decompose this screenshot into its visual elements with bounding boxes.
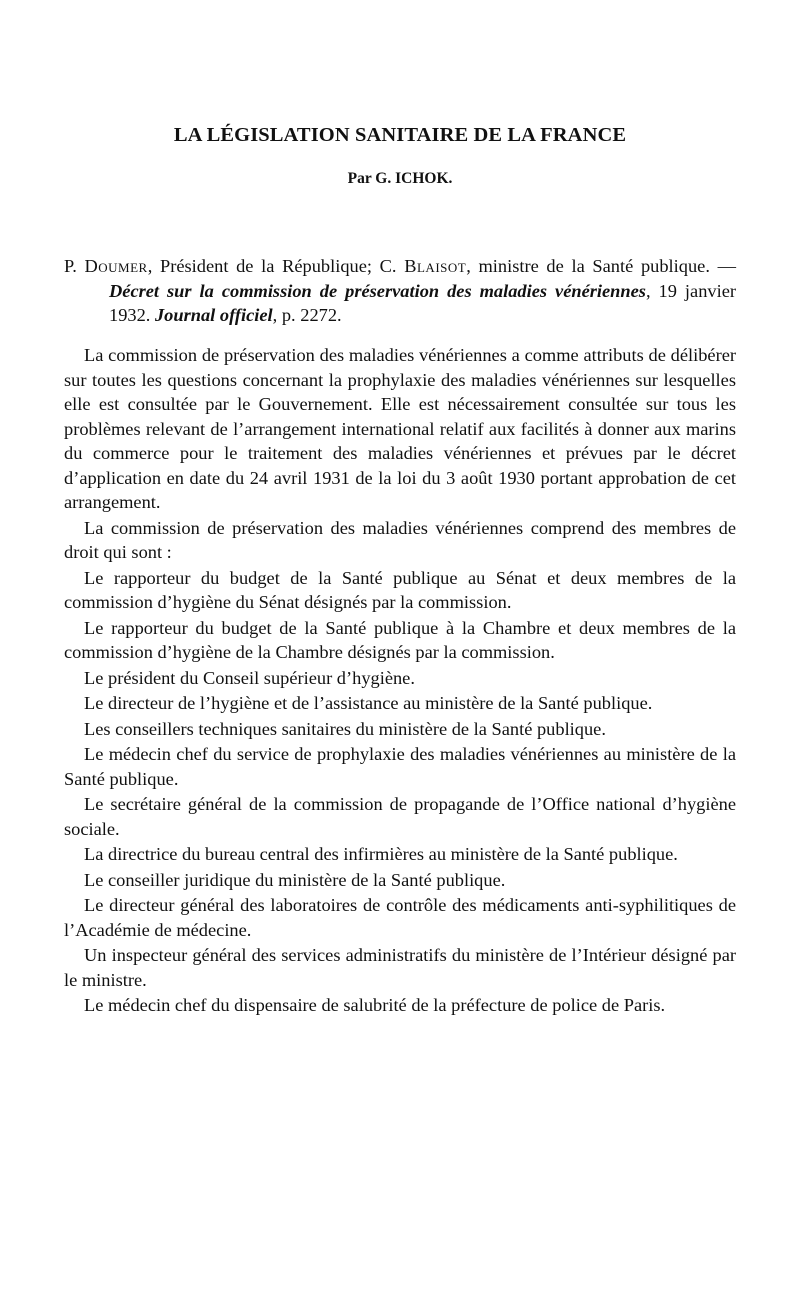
member-item: Un inspecteur général des services administratifs du ministère de l’Intérieur désigné par le ministre. [64, 945, 736, 990]
citation-author2-role: , ministre de la Santé publique. — [466, 256, 736, 276]
citation-decree-title: Décret sur la commission de préservation des maladies vénériennes [109, 280, 646, 301]
document-title: LA LÉGISLATION SANITAIRE DE LA FRANCE [173, 124, 627, 146]
member-item: Le directeur général des laboratoires de contrôle des médicaments anti-syphilitiques de l’Académie de médecine. [64, 895, 736, 940]
member-item: La directrice du bureau central des infirmières au ministère de la Santé publique. [84, 844, 678, 864]
citation-journal: Journal officiel [154, 305, 273, 325]
citation-author1-name: Doumer [84, 256, 148, 276]
body-paragraph: La commission de préservation des maladies vénériennes comprend des membres de droit qui sont : [64, 517, 736, 562]
citation-date: , 19 janvier 1932. [109, 280, 736, 325]
member-item: Les conseillers techniques sanitaires du ministère de la Santé publique. [84, 718, 606, 739]
member-item: Le secrétaire général de la commission de propagande de l’Office national d’hygiène sociale. [64, 794, 736, 839]
citation-author1-initial: P. [64, 256, 85, 276]
decree-citation [64, 254, 736, 328]
body-paragraph: La commission de préservation des maladies vénériennes a comme attributs de délibérer sur toutes les questions concernant la prophylaxie des maladies vénériennes sur lesquelles elle est consultée par le Gouvernement. Elle est nécessairement consultée sur tous les problèmes relevant de l’arrangement international relatif aux facilités à donner aux marins du commerce pour le traitement des maladies vénériennes et prévues par le décret d’application en date du 24 avril 1931 de la loi du 3 août 1930 portant approbation de cet arrangement. [64, 345, 736, 512]
author-byline: Par G. ICHOK. [347, 170, 453, 187]
member-item: Le médecin chef du dispensaire de salubrité de la préfecture de police de Paris. [84, 995, 666, 1015]
member-item: Le conseiller juridique du ministère de la Santé publique. [84, 869, 506, 890]
citation-author1-role: , Président de la République; C. [147, 256, 405, 276]
member-item: Le directeur de l’hygiène et de l’assistance au ministère de la Santé publique. [84, 693, 653, 713]
member-item: Le président du Conseil supérieur d’hygiène. [84, 667, 415, 688]
citation-page: , p. 2272. [272, 305, 342, 325]
member-item: Le médecin chef du service de prophylaxie des maladies vénériennes au ministère de la Santé publique. [64, 744, 736, 789]
citation-author2-name: Blaisot [404, 256, 467, 276]
document-body [64, 343, 736, 1019]
member-item: Le rapporteur du budget de la Santé publique au Sénat et deux membres de la commission d’hygiène du Sénat désignés par la commission. [64, 567, 736, 612]
member-item: Le rapporteur du budget de la Santé publique à la Chambre et deux membres de la commission d’hygiène de la Chambre désignés par la commission. [64, 617, 736, 662]
